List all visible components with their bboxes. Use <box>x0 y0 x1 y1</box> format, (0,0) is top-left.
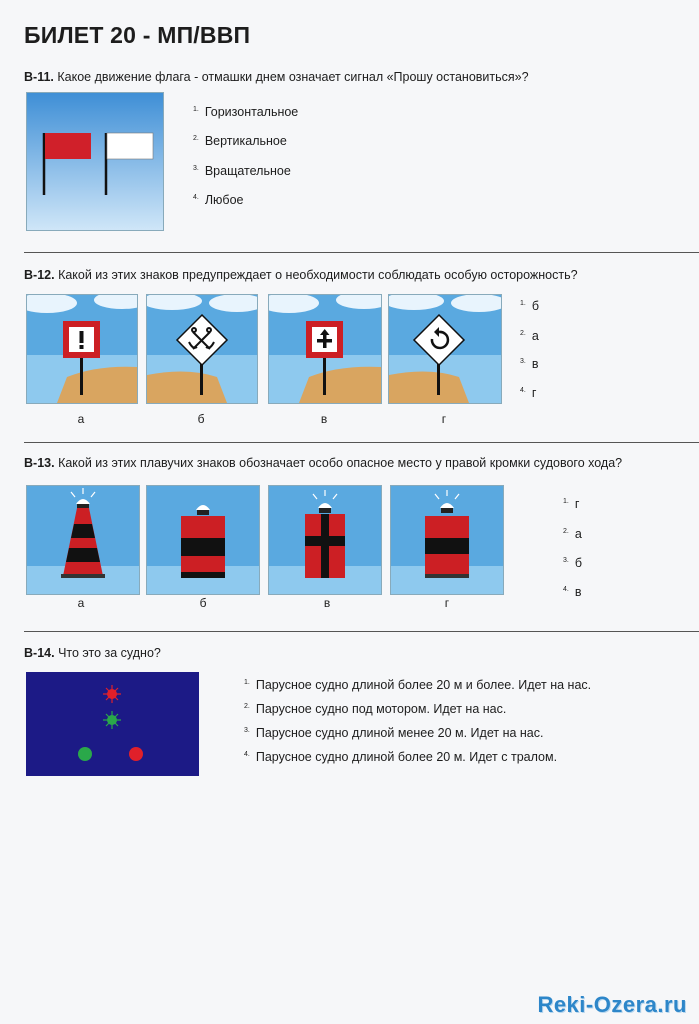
caption: г <box>444 596 450 610</box>
question-number: В-14. <box>24 646 55 660</box>
caption: б <box>197 412 205 426</box>
buoy-image-v <box>268 485 382 595</box>
question-b11 <box>24 70 529 84</box>
section-divider <box>24 442 699 443</box>
question-text: Что это за судно? <box>58 646 161 660</box>
caption: а <box>77 596 85 610</box>
sign-image-b <box>146 294 258 404</box>
answer-option[interactable]: $^{1.}$ Горизонтальное <box>193 105 299 119</box>
answer-option[interactable]: $^{2.}$ Вертикальное <box>193 134 287 148</box>
answer-option[interactable]: $^{4.}$ в <box>563 585 582 599</box>
answer-option[interactable]: $^{3.}$ в <box>520 357 539 371</box>
answer-option[interactable]: $^{4.}$ г <box>520 386 537 400</box>
answer-option[interactable]: $^{1.}$ б <box>520 299 540 313</box>
answer-option[interactable]: $^{3.}$ б <box>563 556 583 570</box>
question-text: Какое движение флага - отмашки днем означает сигнал «Прошу остановиться»? <box>57 70 529 84</box>
buoy-image-b <box>146 485 260 595</box>
question-text: Какой из этих знаков предупреждает о необходимости соблюдать особую осторожность? <box>58 268 578 282</box>
question-b14 <box>24 646 161 660</box>
question-number: В-11. <box>24 70 54 84</box>
answer-option[interactable]: $^{1.}$ г <box>563 497 580 511</box>
question-number: В-13. <box>24 456 55 470</box>
caption: в <box>320 412 328 426</box>
answer-option[interactable]: $^{4.}$ Парусное судно длиной более 20 м. Идет с тралом. <box>244 750 558 764</box>
answer-option[interactable]: $^{4.}$ Любое <box>193 193 244 207</box>
flags-image <box>26 92 164 231</box>
question-number: В-12. <box>24 268 55 282</box>
answer-option[interactable]: $^{3.}$ Парусное судно длиной менее 20 м. Идет на нас. <box>244 726 544 740</box>
answer-option[interactable]: $^{1.}$ Парусное судно длиной более 20 м и более. Идет на нас. <box>244 678 592 692</box>
buoy-image-g <box>390 485 504 595</box>
section-divider <box>24 252 699 253</box>
buoy-image-a <box>26 485 140 595</box>
page-title: БИЛЕТ 20 - МП/ВВП <box>24 22 251 48</box>
night-lights-image <box>26 672 199 776</box>
answer-option[interactable]: $^{2.}$ Парусное судно под мотором. Идет на нас. <box>244 702 507 716</box>
answer-option[interactable]: $^{2.}$ а <box>563 527 582 541</box>
site-watermark: Reki-Ozera.ru <box>537 992 687 1017</box>
answer-option[interactable]: $^{2.}$ а <box>520 329 539 343</box>
caption: в <box>323 596 331 610</box>
caption: а <box>77 412 85 426</box>
sign-image-a <box>26 294 138 404</box>
sign-image-v <box>268 294 382 404</box>
question-text: Какой из этих плавучих знаков обозначает особо опасное место у правой кромки судового хода? <box>58 456 623 470</box>
question-b13 <box>24 456 622 470</box>
section-divider <box>24 631 699 632</box>
sign-image-g <box>388 294 502 404</box>
caption: г <box>441 412 447 426</box>
answer-option[interactable]: $^{3.}$ Вращательное <box>193 164 291 178</box>
caption: б <box>199 596 207 610</box>
question-b12 <box>24 268 578 282</box>
